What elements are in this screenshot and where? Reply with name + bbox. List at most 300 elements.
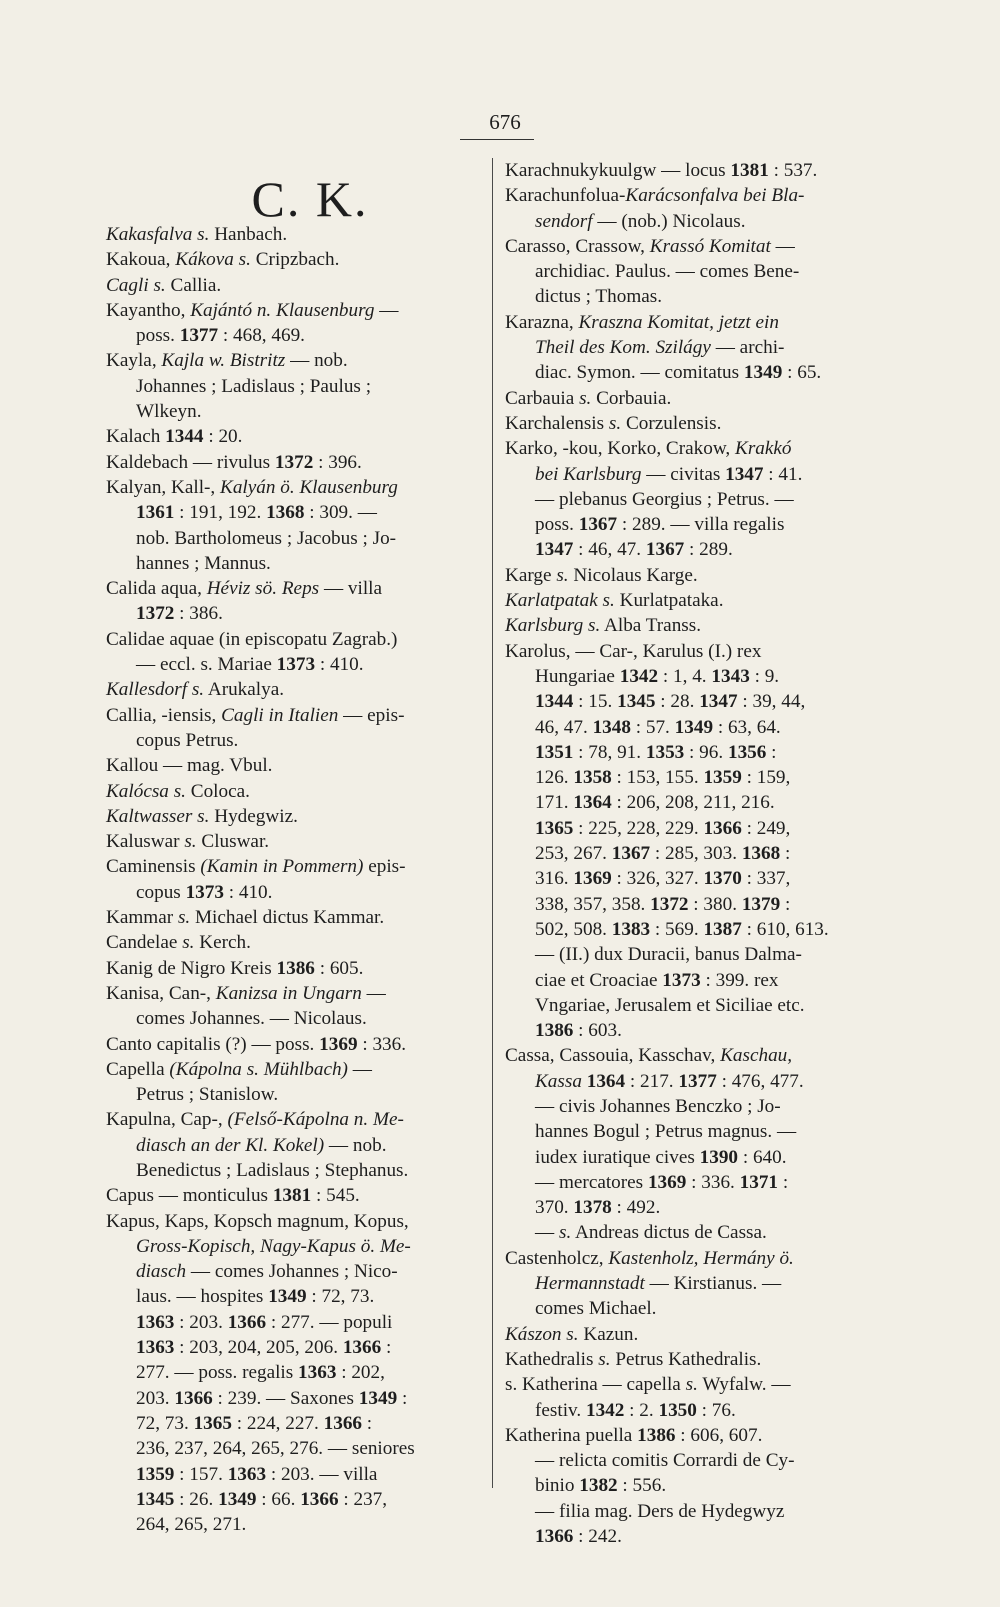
year-number: 1367 — [645, 539, 685, 561]
entry-text: : 396. — [313, 451, 362, 473]
year-number: 1386 — [276, 957, 315, 979]
index-line — [106, 1082, 480, 1107]
index-line — [505, 158, 887, 183]
index-line — [505, 335, 887, 360]
year-number: 1367 — [578, 514, 618, 536]
entry-text: poss. — [136, 325, 180, 347]
index-line — [106, 247, 480, 272]
entry-text: : 159, — [741, 767, 791, 789]
entry-text: : 157. — [174, 1463, 228, 1485]
entry-text: : 63, 64. — [713, 716, 781, 738]
index-line — [106, 601, 480, 626]
index-line — [106, 1032, 480, 1057]
entry-text: hannes Bogul ; Petrus magnus. — — [535, 1121, 797, 1143]
index-line — [106, 348, 480, 373]
index-line — [505, 234, 887, 259]
year-number: 1369 — [647, 1171, 687, 1193]
index-line — [505, 310, 887, 335]
index-line — [106, 627, 480, 652]
entry-text: : 326, 327. — [611, 868, 704, 890]
year-number: 1366 — [703, 817, 742, 839]
entry-text: : 20. — [203, 426, 243, 448]
year-number: 1353 — [645, 741, 685, 763]
year-number: 1359 — [136, 1463, 175, 1485]
index-line — [106, 652, 480, 677]
entry-text: : — [397, 1387, 408, 1409]
year-number: 1344 — [165, 426, 204, 448]
year-number: 1386 — [637, 1424, 676, 1446]
index-line — [106, 273, 480, 298]
italic-text: Hermannstadt — [535, 1273, 645, 1295]
entry-text: — comes Johannes ; Nico- — [186, 1261, 398, 1283]
year-number: 1345 — [136, 1488, 175, 1510]
italic-text: Kastenholz, Hermány ö. — [608, 1247, 794, 1269]
index-line — [106, 1234, 480, 1259]
index-line — [505, 462, 887, 487]
index-line — [106, 930, 480, 955]
entry-text: Wlkeyn. — [136, 401, 202, 423]
entry-text: : 41. — [763, 463, 803, 485]
entry-text: Canto capitalis (?) — poss. — [106, 1033, 320, 1055]
entry-text: : — [766, 741, 777, 763]
entry-text: Callia, -iensis, — [106, 704, 222, 726]
entry-text: Cluswar. — [196, 831, 270, 853]
year-number: 1347 — [699, 691, 738, 713]
entry-text: — mercatores — [535, 1171, 648, 1193]
italic-text: Kalócsa s. — [106, 780, 186, 802]
entry-text: : 26. — [174, 1488, 219, 1510]
italic-text: s. — [608, 412, 622, 434]
year-number: 1366 — [300, 1488, 339, 1510]
year-number: 1378 — [573, 1197, 612, 1219]
entry-text: Karge — [505, 564, 557, 586]
index-line — [505, 1119, 887, 1144]
page-number-rule — [460, 139, 534, 140]
entry-text: 46, 47. — [535, 716, 593, 738]
year-number: 1390 — [699, 1146, 739, 1168]
year-number: 1351 — [535, 741, 574, 763]
right-column — [505, 158, 887, 1549]
year-number: 1356 — [727, 741, 767, 763]
entry-text: 203. — [136, 1387, 175, 1409]
index-line — [106, 728, 480, 753]
entry-text: : 96. — [684, 741, 728, 763]
entry-text: : 72, 73. — [306, 1286, 375, 1308]
italic-text: s. — [556, 564, 569, 586]
italic-text: s. — [579, 387, 592, 409]
italic-text: Cagli s. — [106, 274, 166, 296]
italic-text: s. — [558, 1222, 572, 1244]
entry-text: : — [780, 893, 791, 915]
index-line — [505, 183, 887, 208]
entry-text: comes Johannes. — Nicolaus. — [136, 1008, 367, 1030]
year-number: 1366 — [535, 1526, 574, 1548]
index-line — [505, 563, 887, 588]
entry-text: binio — [535, 1475, 580, 1497]
index-line — [505, 1271, 887, 1296]
year-number: 1369 — [573, 868, 612, 890]
entry-text: — (nob.) Nicolaus. — [592, 210, 746, 232]
entry-text: laus. — hospites — [136, 1286, 269, 1308]
index-line — [106, 1436, 480, 1461]
index-line — [505, 259, 887, 284]
entry-text: : 237, — [338, 1488, 388, 1510]
year-number: 1368 — [741, 843, 781, 865]
index-line — [505, 664, 887, 689]
entry-text: hannes ; Mannus. — [136, 552, 271, 574]
entry-text: Candelae — [106, 932, 183, 954]
entry-text: : 545. — [311, 1185, 360, 1207]
entry-text: : 57. — [630, 716, 675, 738]
entry-text: : — [780, 843, 791, 865]
index-line — [106, 804, 480, 829]
entry-text: Calidae aquae (in episcopatu Zagrab.) — [106, 628, 398, 650]
index-line — [505, 284, 887, 309]
entry-text: Kayla, — [106, 350, 162, 372]
year-number: 1377 — [678, 1070, 717, 1092]
entry-text: : 153, 155. — [611, 767, 704, 789]
entry-text: copus — [136, 881, 186, 903]
index-line — [505, 360, 887, 385]
year-number: 1347 — [535, 539, 574, 561]
index-line — [106, 854, 480, 879]
italic-text: bei Karlsburg — [535, 463, 642, 485]
year-number: 1363 — [227, 1463, 267, 1485]
section-heading: C. K. — [251, 171, 369, 227]
entry-text: : 217. — [625, 1070, 679, 1092]
year-number: 1348 — [592, 716, 631, 738]
entry-text: Kalach — [106, 426, 166, 448]
entry-text: 338, 357, 358. — [535, 893, 651, 915]
entry-text: : 239. — Saxones — [212, 1387, 359, 1409]
italic-text: Kraszna Komitat, jetzt ein — [578, 311, 779, 333]
year-number: 1358 — [573, 767, 612, 789]
left-column — [106, 222, 480, 1537]
entry-text: 171. — [535, 792, 574, 814]
year-number: 1372 — [274, 451, 314, 473]
index-line — [505, 1423, 887, 1448]
italic-text: (Felső-Kápolna n. Me- — [227, 1109, 404, 1131]
entry-text: : — [362, 1412, 373, 1434]
entry-text: — eccl. s. Mariae — [136, 654, 277, 676]
year-number: 1368 — [266, 502, 305, 524]
entry-text: epis- — [363, 856, 406, 878]
year-number: 1342 — [619, 665, 659, 687]
entry-text: — civis Johannes Benczko ; Jo- — [535, 1095, 781, 1117]
index-line — [106, 1462, 480, 1487]
entry-text: : 337, — [741, 868, 791, 890]
year-number: 1364 — [573, 792, 612, 814]
year-number: 1347 — [725, 463, 764, 485]
index-line — [106, 323, 480, 348]
entry-text: : 191, 192. — [174, 502, 267, 524]
entry-text: : — [778, 1171, 789, 1193]
entry-text: 236, 237, 264, 265, 276. — seniores — [136, 1438, 415, 1460]
index-line — [106, 526, 480, 551]
italic-text: Karácsonfalva bei Bla- — [625, 185, 805, 207]
index-line — [505, 1322, 887, 1347]
italic-text: Kákova s. — [175, 249, 251, 271]
index-line — [505, 1372, 887, 1397]
year-number: 1344 — [535, 691, 574, 713]
entry-text: Capella — [106, 1058, 170, 1080]
index-line — [505, 639, 887, 664]
year-number: 1365 — [193, 1412, 232, 1434]
index-line — [505, 512, 887, 537]
entry-text: s. Katherina — capella — [505, 1374, 686, 1396]
entry-text: diac. Symon. — comitatus — [535, 362, 744, 384]
italic-text: diasch an der Kl. Kokel) — [136, 1134, 325, 1156]
entry-text: Caminensis — [106, 856, 201, 878]
year-number: 1364 — [586, 1070, 626, 1092]
year-number: 1363 — [136, 1337, 175, 1359]
entry-text: : 285, 303. — [650, 843, 742, 865]
entry-text: Coloca. — [185, 780, 250, 802]
italic-text: Krassó Komitat — [649, 235, 771, 257]
year-number: 1366 — [342, 1337, 382, 1359]
entry-text: Callia. — [165, 274, 222, 296]
index-line — [106, 399, 480, 424]
index-line — [106, 1411, 480, 1436]
entry-text: Carasso, Crassow, — [505, 235, 650, 257]
year-number: 1370 — [703, 868, 742, 890]
entry-text: — archi- — [710, 337, 785, 359]
year-number: 1367 — [611, 843, 651, 865]
index-line — [505, 1296, 887, 1321]
entry-text: — epis- — [338, 704, 405, 726]
year-number: 1349 — [743, 362, 783, 384]
entry-text: 264, 265, 271. — [136, 1514, 247, 1536]
index-line — [106, 1057, 480, 1082]
year-number: 1369 — [319, 1033, 358, 1055]
italic-text: Kalyán ö. Klausenburg — [220, 476, 398, 498]
entry-text: : 476, 477. — [716, 1070, 804, 1092]
index-line — [106, 956, 480, 981]
italic-text: Cagli in Italien — [221, 704, 339, 726]
entry-text: Kallou — mag. Vbul. — [106, 755, 273, 777]
year-number: 1359 — [703, 767, 742, 789]
entry-text: 253, 267. — [535, 843, 612, 865]
index-line — [505, 816, 887, 841]
year-number: 1343 — [711, 665, 750, 687]
entry-text: comes Michael. — [535, 1298, 657, 1320]
entry-text: : 203. — [174, 1311, 228, 1333]
entry-text: archidiac. Paulus. — comes Bene- — [535, 261, 800, 283]
index-line — [505, 740, 887, 765]
index-line — [106, 1386, 480, 1411]
entry-text: : 336. — [357, 1033, 407, 1055]
entry-text: : 2. — [624, 1399, 659, 1421]
year-number: 1371 — [739, 1171, 779, 1193]
entry-text: — nob. — [324, 1134, 387, 1156]
year-number: 1373 — [662, 969, 701, 991]
index-line — [505, 942, 887, 967]
index-line — [505, 411, 887, 436]
entry-text: : 66. — [256, 1488, 301, 1510]
entry-text: : 537. — [768, 160, 818, 181]
entry-text: — (II.) dux Duracii, banus Dalma- — [535, 944, 802, 966]
italic-text: Kajla w. Bistritz — [161, 350, 286, 372]
entry-text: Vngariae, Jerusalem et Siciliae etc. — [535, 994, 805, 1016]
entry-text: : 289. — [684, 539, 733, 561]
entry-text: : 556. — [617, 1475, 667, 1497]
index-line — [505, 765, 887, 790]
index-line — [505, 1246, 887, 1271]
entry-text: Arukalya. — [204, 679, 285, 701]
year-number: 1373 — [185, 881, 224, 903]
index-line — [505, 1448, 887, 1473]
index-line — [106, 1360, 480, 1385]
entry-text: : 640. — [738, 1146, 787, 1168]
year-number: 1386 — [535, 1020, 574, 1042]
index-line — [106, 1006, 480, 1031]
entry-text: copus Petrus. — [136, 729, 239, 751]
entry-text: : 606, 607. — [675, 1424, 763, 1446]
index-line — [505, 1069, 887, 1094]
index-line — [106, 450, 480, 475]
index-line — [106, 222, 480, 247]
index-line — [505, 1473, 887, 1498]
year-number: 1349 — [218, 1488, 257, 1510]
year-number: 1379 — [741, 893, 781, 915]
entry-text: Carbauia — [505, 387, 580, 409]
index-line — [505, 1195, 887, 1220]
index-line — [106, 677, 480, 702]
entry-text: Kalyan, Kall-, — [106, 476, 221, 498]
entry-text: : 569. — [650, 918, 704, 940]
entry-text: : 15. — [573, 691, 618, 713]
entry-text: : 610, 613. — [741, 918, 829, 940]
index-line — [505, 1043, 887, 1068]
entry-text: nob. Bartholomeus ; Jacobus ; Jo- — [136, 527, 397, 549]
index-line — [505, 537, 887, 562]
entry-text: : 203, 204, 205, 206. — [174, 1337, 343, 1359]
year-number: 1377 — [179, 325, 219, 347]
index-line — [505, 487, 887, 512]
year-number: 1366 — [323, 1412, 362, 1434]
entry-text: Corzulensis. — [621, 412, 722, 434]
entry-text: Kapus, Kaps, Kopsch magnum, Kopus, — [106, 1210, 409, 1232]
entry-text: : 65. — [782, 362, 822, 384]
column-divider — [492, 158, 493, 1488]
entry-text: Alba Transs. — [600, 615, 702, 637]
index-line — [106, 753, 480, 778]
italic-text: diasch — [136, 1261, 187, 1283]
year-number: 1342 — [585, 1399, 625, 1421]
entry-text: 277. — poss. regalis — [136, 1362, 299, 1384]
entry-text: Cripzbach. — [250, 249, 340, 271]
italic-text: Karlsburg s. — [505, 615, 601, 637]
index-line — [505, 1018, 887, 1043]
year-number: 1363 — [298, 1362, 337, 1384]
index-line — [106, 981, 480, 1006]
entry-text: : 39, 44, — [737, 691, 806, 713]
index-line — [106, 1209, 480, 1234]
year-number: 1363 — [136, 1311, 175, 1333]
entry-text: Karachnukykuulgw — locus — [505, 160, 731, 181]
entry-text: : 9. — [749, 665, 780, 687]
index-line — [106, 1259, 480, 1284]
entry-text: : 46, 47. — [573, 539, 646, 561]
index-line — [106, 298, 480, 323]
index-line — [106, 1107, 480, 1132]
entry-text: ciae et Croaciae — [535, 969, 663, 991]
entry-text: Kayantho, — [106, 299, 191, 321]
entry-text: : — [381, 1337, 392, 1359]
entry-text: : 78, 91. — [573, 741, 646, 763]
index-line — [505, 1398, 887, 1423]
italic-text: Héviz sö. Reps — [206, 578, 320, 600]
entry-text: — — [770, 235, 795, 257]
index-line — [505, 436, 887, 461]
index-line — [505, 1145, 887, 1170]
year-number: 1387 — [703, 918, 742, 940]
index-line — [106, 1335, 480, 1360]
entry-text: Nicolaus Karge. — [568, 564, 698, 586]
italic-text: Karlatpatak s. — [505, 590, 615, 612]
entry-text: — — [374, 299, 399, 321]
entry-text: Kerch. — [194, 932, 251, 954]
page-number: 676 — [489, 110, 521, 134]
index-line — [505, 1499, 887, 1524]
entry-text: iudex iuratique cives — [535, 1146, 700, 1168]
entry-text: Kanisa, Can-, — [106, 982, 216, 1004]
index-line — [505, 613, 887, 638]
entry-text: Calida aqua, — [106, 578, 207, 600]
index-line — [106, 880, 480, 905]
entry-text: : 28. — [655, 691, 700, 713]
entry-text: : 277. — populi — [266, 1311, 393, 1333]
entry-text: Karchalensis — [505, 412, 609, 434]
entry-text: — — [361, 982, 386, 1004]
index-line — [505, 1094, 887, 1119]
year-number: 1372 — [650, 893, 689, 915]
entry-text: : 336. — [686, 1171, 740, 1193]
index-line — [505, 1220, 887, 1245]
entry-text: : 76. — [696, 1399, 736, 1421]
entry-text: Karko, -kou, Korko, Crakow, — [505, 438, 736, 460]
year-number: 1365 — [535, 817, 574, 839]
index-line — [106, 1487, 480, 1512]
index-line — [505, 790, 887, 815]
year-number: 1382 — [579, 1475, 618, 1497]
entry-text: : 224, 227. — [231, 1412, 324, 1434]
entry-text: Kurlatpataka. — [614, 590, 724, 612]
entry-text: : 410. — [223, 881, 273, 903]
italic-text: s. — [182, 932, 195, 954]
index-line — [505, 841, 887, 866]
entry-text: : 410. — [315, 654, 364, 676]
index-line — [106, 779, 480, 804]
index-line — [106, 576, 480, 601]
entry-text: : 206, 208, 211, 216. — [611, 792, 775, 814]
entry-text: : 203. — villa — [266, 1463, 378, 1485]
italic-text: (Kamin in Pommern) — [200, 856, 364, 878]
year-number: 1383 — [611, 918, 651, 940]
index-line — [106, 1183, 480, 1208]
index-line — [106, 1310, 480, 1335]
index-line — [106, 424, 480, 449]
entry-text: : 468, 469. — [218, 325, 305, 347]
entry-text: Karazna, — [505, 311, 579, 333]
entry-text: : 603. — [573, 1020, 622, 1042]
entry-text: festiv. — [535, 1399, 586, 1421]
entry-text: Johannes ; Ladislaus ; Paulus ; — [136, 375, 372, 397]
italic-text: s. — [177, 907, 191, 929]
year-number: 1381 — [730, 160, 769, 181]
entry-text: Kammar — [106, 907, 178, 929]
entry-text: poss. — [535, 514, 579, 536]
